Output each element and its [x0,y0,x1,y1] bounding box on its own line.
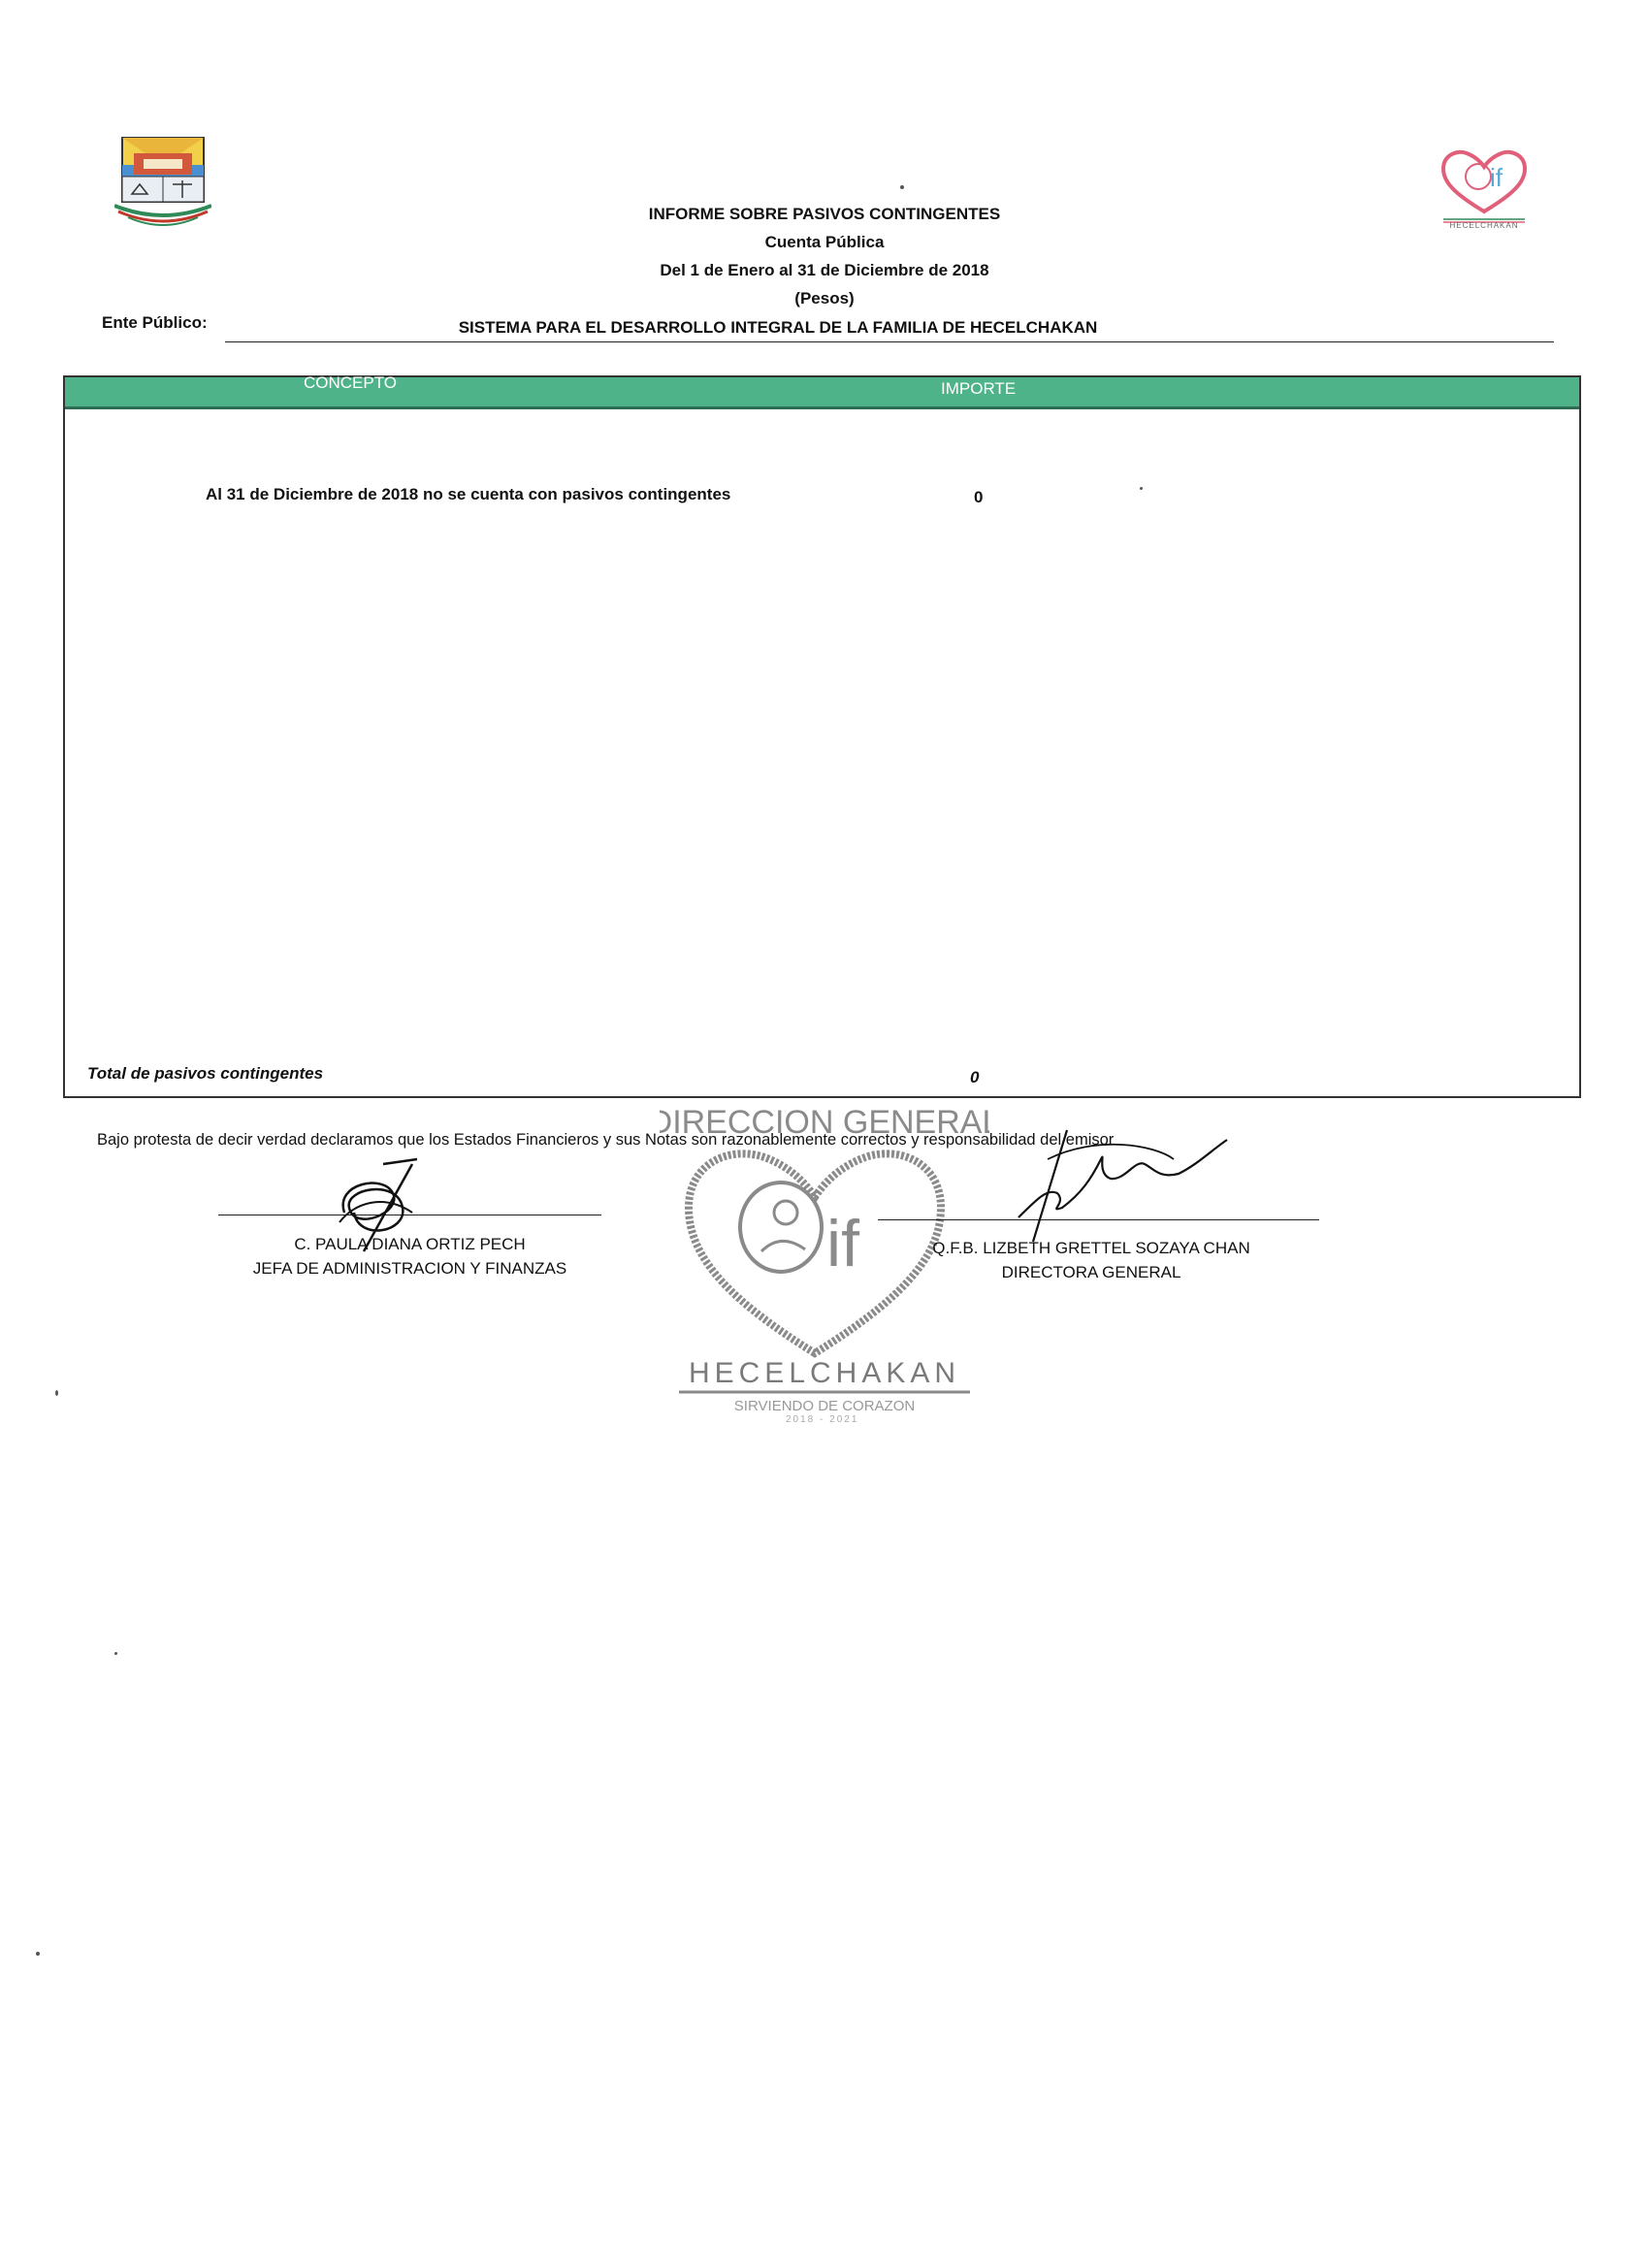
report-title: INFORME SOBRE PASIVOS CONTINGENTES [648,205,1001,223]
scan-speck [1140,487,1143,490]
signatory-right-position: DIRECTORA GENERAL [1001,1263,1181,1281]
total-label: Total de pasivos contingentes [87,1064,324,1083]
signatory-left-name: C. PAULA DIANA ORTIZ PECH [294,1235,526,1253]
report-period: Del 1 de Enero al 31 de Diciembre de 2018 [660,261,989,279]
signatory-left-position: JEFA DE ADMINISTRACION Y FINANZAS [252,1259,567,1278]
scan-speck [55,1390,58,1396]
report-currency: (Pesos) [794,289,855,308]
dif-logo-caption: HECELCHAKAN [1449,221,1519,230]
table-row-amount: 0 [974,488,984,506]
declaration-text: Bajo protesta de decir verdad declaramos que los Estados Financieros y sus Notas son razonablemente correctos y responsabilidad del emisor [97,1131,1115,1149]
table-row-concept: Al 31 de Diciembre de 2018 no se cuenta con pasivos contingentes [206,485,731,503]
report-subtitle: Cuenta Pública [764,233,885,251]
column-header-concepto: CONCEPTO [304,373,398,392]
stamp-top-text: DIRECCION GENERAL [660,1104,989,1141]
coat-of-arms-logo [114,136,211,243]
table-header [65,377,1579,409]
column-header-importe: IMPORTE [941,379,1017,398]
stamp-motto: SIRVIENDO DE CORAZON [733,1398,916,1414]
scan-speck [114,1652,117,1655]
entity-name: SISTEMA PARA EL DESARROLLO INTEGRAL DE LA FAMILIA DE HECELCHAKAN [458,318,1098,337]
liabilities-table [63,375,1581,1098]
stamp-years: 2018 - 2021 [786,1414,859,1425]
entity-underline [225,341,1554,342]
svg-text:if: if [826,1207,859,1280]
entity-label: Ente Público: [102,313,208,332]
total-amount: 0 [970,1068,980,1086]
scan-speck [36,1952,40,1956]
signatory-right-name: Q.F.B. LIZBETH GRETTEL SOZAYA CHAN [932,1239,1250,1257]
dif-logo [1436,146,1533,243]
scan-speck [900,185,904,189]
stamp-city: HECELCHAKAN [688,1357,961,1389]
svg-text:if: if [1490,163,1503,192]
signature-right [989,1120,1242,1247]
